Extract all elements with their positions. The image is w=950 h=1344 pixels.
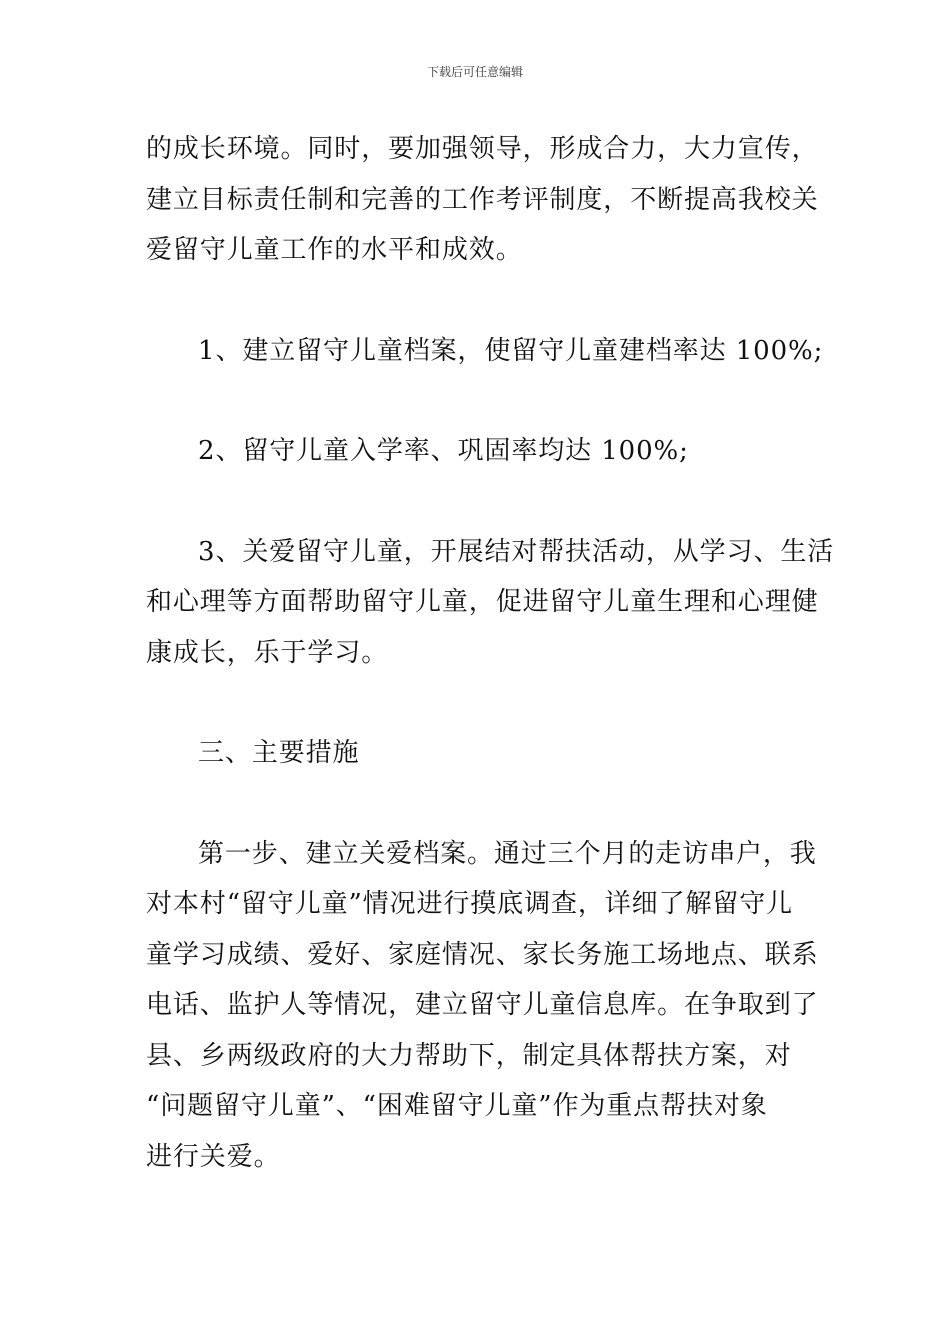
text-line: 对本村“留守儿童”情况进行摸底调查，详细了解留守儿 — [146, 889, 794, 919]
paragraph-gap — [146, 779, 811, 829]
paragraph-item-2 — [146, 426, 811, 477]
paragraph-gap — [146, 678, 811, 728]
text-line: 康成长，乐于学习。 — [146, 637, 389, 668]
text-line: 三、主要措施 — [198, 738, 360, 768]
paragraph-gap — [146, 276, 811, 326]
paragraph-item-3 — [146, 527, 835, 679]
document-body — [146, 124, 835, 1182]
paragraph-gap — [146, 477, 811, 527]
text-line: 县、乡两级政府的大力帮助下，制定具体帮扶方案，对 — [146, 1040, 792, 1071]
text-line: 电话、监护人等情况，建立留守儿童信息库。在争取到了 — [146, 990, 819, 1020]
text-line: 建立目标责任制和完善的工作考评制度，不断提高我校关 — [146, 184, 819, 215]
text-line: 爱留守儿童工作的水平和成效。 — [146, 235, 523, 265]
page-header: 下载后可任意编辑 — [426, 65, 523, 79]
text-line: 和心理等方面帮助留守儿童，促进留守儿童生理和心理健 — [146, 587, 819, 617]
text-line: 1、建立留守儿童档案，使留守儿童建档率达 100%; — [198, 335, 824, 366]
section-heading — [146, 728, 811, 779]
text-line: 第一步、建立关爱档案。通过三个月的走访串户，我 — [198, 838, 817, 869]
paragraph-item-1 — [146, 326, 824, 377]
text-line: 进行关爱。 — [146, 1141, 281, 1172]
paragraph-intro — [146, 124, 819, 276]
text-line: 童学习成绩、爱好、家庭情况、家长务施工场地点、联系 — [146, 939, 819, 970]
paragraph-gap — [146, 376, 811, 426]
text-line: 2、留守儿童入学率、巩固率均达 100%; — [198, 436, 689, 466]
text-line: “问题留守儿童”、“困难留守儿童”作为重点帮扶对象 — [146, 1091, 768, 1121]
text-line: 的成长环境。同时，要加强领导，形成合力，大力宣传， — [146, 134, 819, 164]
paragraph-step-1 — [146, 829, 819, 1183]
text-line: 3、关爱留守儿童，开展结对帮扶活动，从学习、生活 — [198, 536, 835, 567]
